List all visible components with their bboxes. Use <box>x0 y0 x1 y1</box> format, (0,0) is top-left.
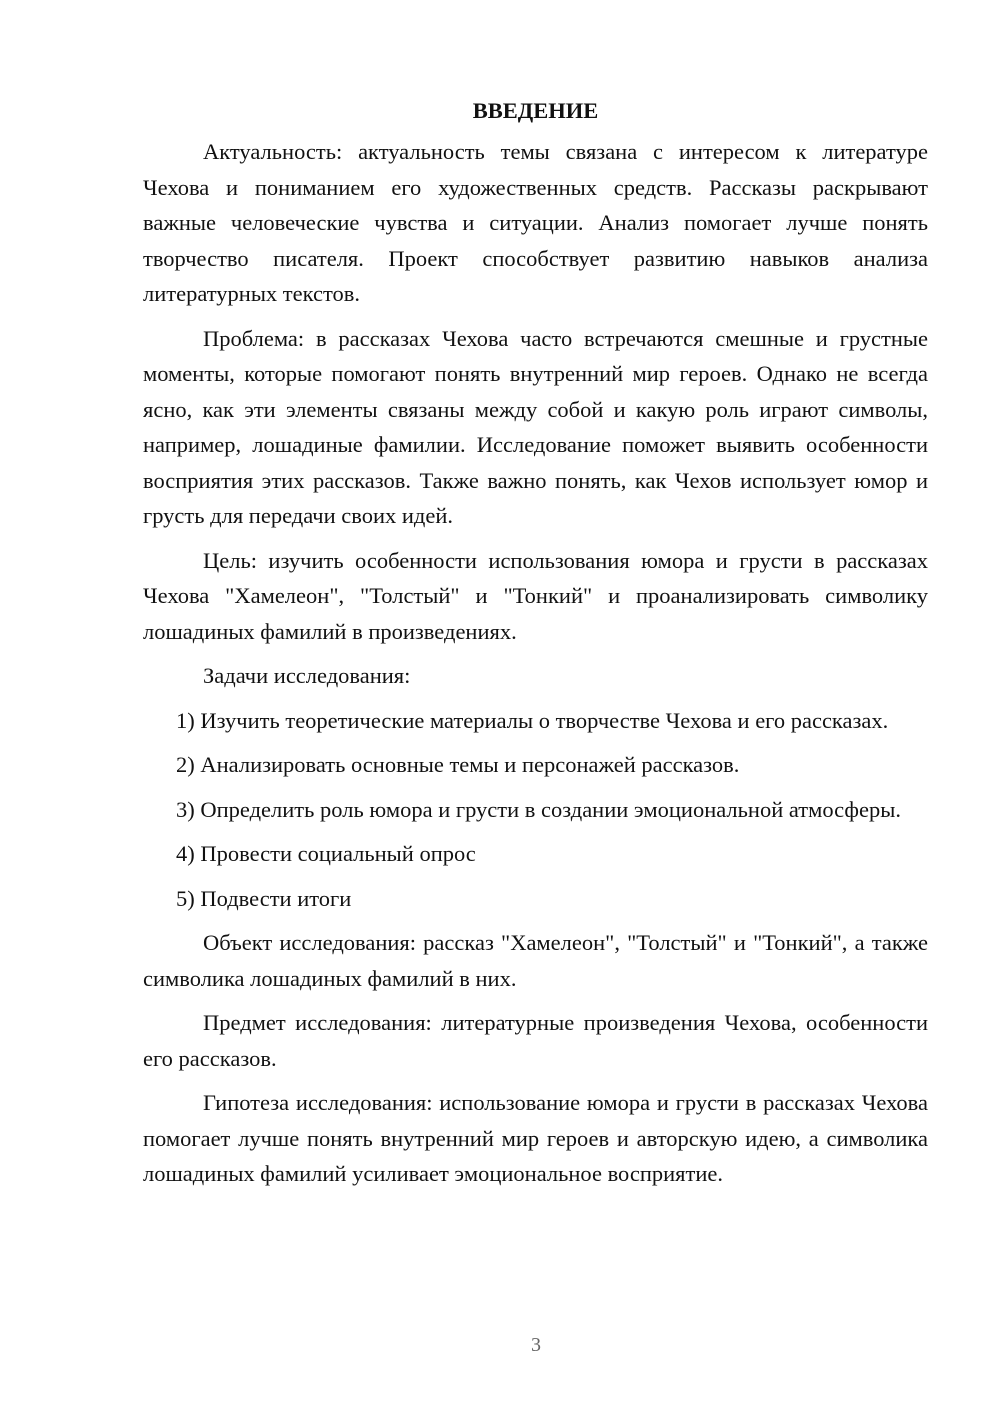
page-title: ВВЕДЕНИЕ <box>472 98 599 123</box>
page-number: 3 <box>531 1334 541 1356</box>
task-item: 1) Изучить теоретические материалы о творчестве Чехова и его рассказах. <box>176 707 889 733</box>
subject-paragraph: Предмет исследования: литературные произведения Чехова, особенности его рассказов. <box>143 1010 928 1071</box>
task-item: 5) Подвести итоги <box>176 885 352 911</box>
task-item: 2) Анализировать основные темы и персонажей рассказов. <box>176 752 740 777</box>
hypothesis-paragraph: Гипотеза исследования: использование юмора и грусти в рассказах Чехова помогает лучше понять внутренний мир героев и авторскую идею, а символика лошадиных фамилий усиливает эмоциональное восприятие. <box>143 1090 928 1186</box>
goal-paragraph: Цель: изучить особенности использования юмора и грусти в рассказах Чехова "Хамелеон", "Толстый" и "Тонкий" и проанализировать символику лошадиных фамилий в произведениях. <box>143 547 928 644</box>
page-content <box>143 96 928 1201</box>
object-paragraph: Объект исследования: рассказ "Хамелеон", "Толстый" и "Тонкий", а также символика лошадиных фамилий в них. <box>143 930 928 991</box>
problem-paragraph: Проблема: в рассказах Чехова часто встречаются смешные и грустные моменты, которые помогают понять внутренний мир героев. Однако не всегда ясно, как эти элементы связаны между собой и какую роль играют символы, например, лошадиные фамилии. Исследование поможет выявить особенности восприятия этих рассказов. Также важно понять, как Чехов использует юмор и грусть для передачи своих идей. <box>143 325 928 528</box>
task-item: 3) Определить роль юмора и грусти в создании эмоциональной атмосферы. <box>176 796 901 822</box>
relevance-paragraph: Актуальность: актуальность темы связана с интересом к литературе Чехова и пониманием его художественных средств. Рассказы раскрывают важные человеческие чувства и ситуации. Анализ помогает лучше понять творчество писателя. Проект способствует развитию навыков анализа литературных текстов. <box>143 139 928 306</box>
task-item: 4) Провести социальный опрос <box>176 841 476 866</box>
tasks-heading: Задачи исследования: <box>203 663 411 688</box>
